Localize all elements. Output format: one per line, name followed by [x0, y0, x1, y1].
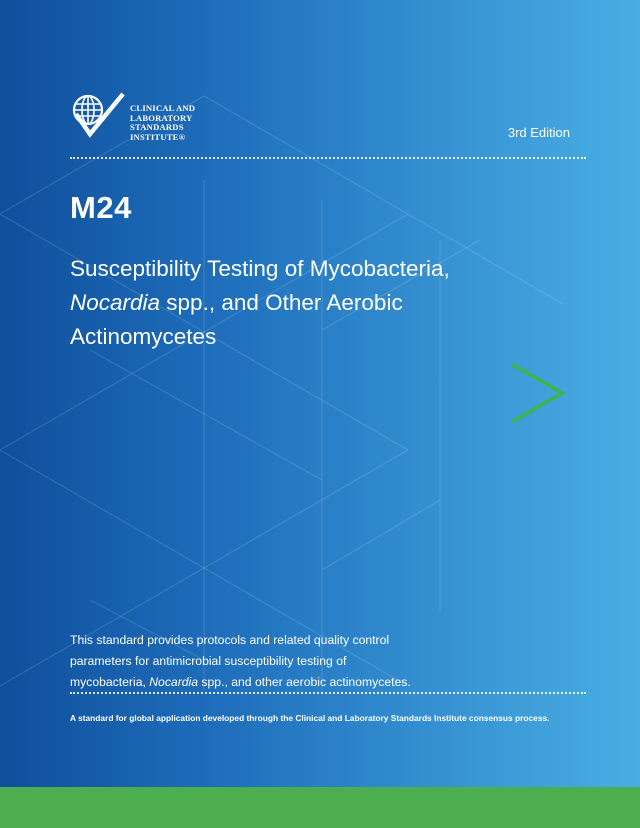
consensus-note: A standard for global application developed through the Clinical and Laboratory Standards Institute consensus process.	[70, 713, 550, 723]
globe-check-icon	[68, 90, 126, 142]
title-line-2	[70, 286, 530, 320]
title-line-1: Susceptibility Testing of Mycobacteria,	[70, 256, 450, 281]
document-description	[70, 630, 530, 693]
description-line-3	[70, 672, 530, 693]
edition-label: 3rd Edition	[507, 125, 570, 140]
description-line-2: parameters for antimicrobial susceptibility testing of	[70, 654, 347, 668]
logo-line-1: CLINICAL AND	[130, 103, 196, 113]
description-line-3-end: spp., and other aerobic actinomycetes.	[198, 675, 411, 689]
logo-wordmark	[130, 104, 195, 142]
logo-line-3: STANDARDS	[130, 122, 184, 132]
clsi-logo	[68, 90, 195, 142]
green-chevron-icon	[512, 364, 562, 422]
document-code: M24	[70, 190, 132, 225]
title-line-3: Actinomycetes	[70, 324, 217, 349]
document-title	[70, 252, 530, 354]
dotted-divider-bottom	[70, 692, 586, 694]
logo-line-2: LABORATORY	[130, 112, 193, 123]
description-italic-genus: Nocardia	[149, 675, 199, 689]
description-line-1: This standard provides protocols and related quality control	[70, 633, 390, 647]
description-line-3-start: mycobacteria,	[70, 675, 150, 689]
green-footer-bar	[0, 787, 640, 828]
logo-line-4: INSTITUTE®	[130, 131, 186, 142]
title-line-2-rest: spp., and Other Aerobic	[160, 290, 403, 315]
title-italic-genus: Nocardia	[70, 290, 161, 315]
dotted-divider-top	[70, 157, 586, 159]
